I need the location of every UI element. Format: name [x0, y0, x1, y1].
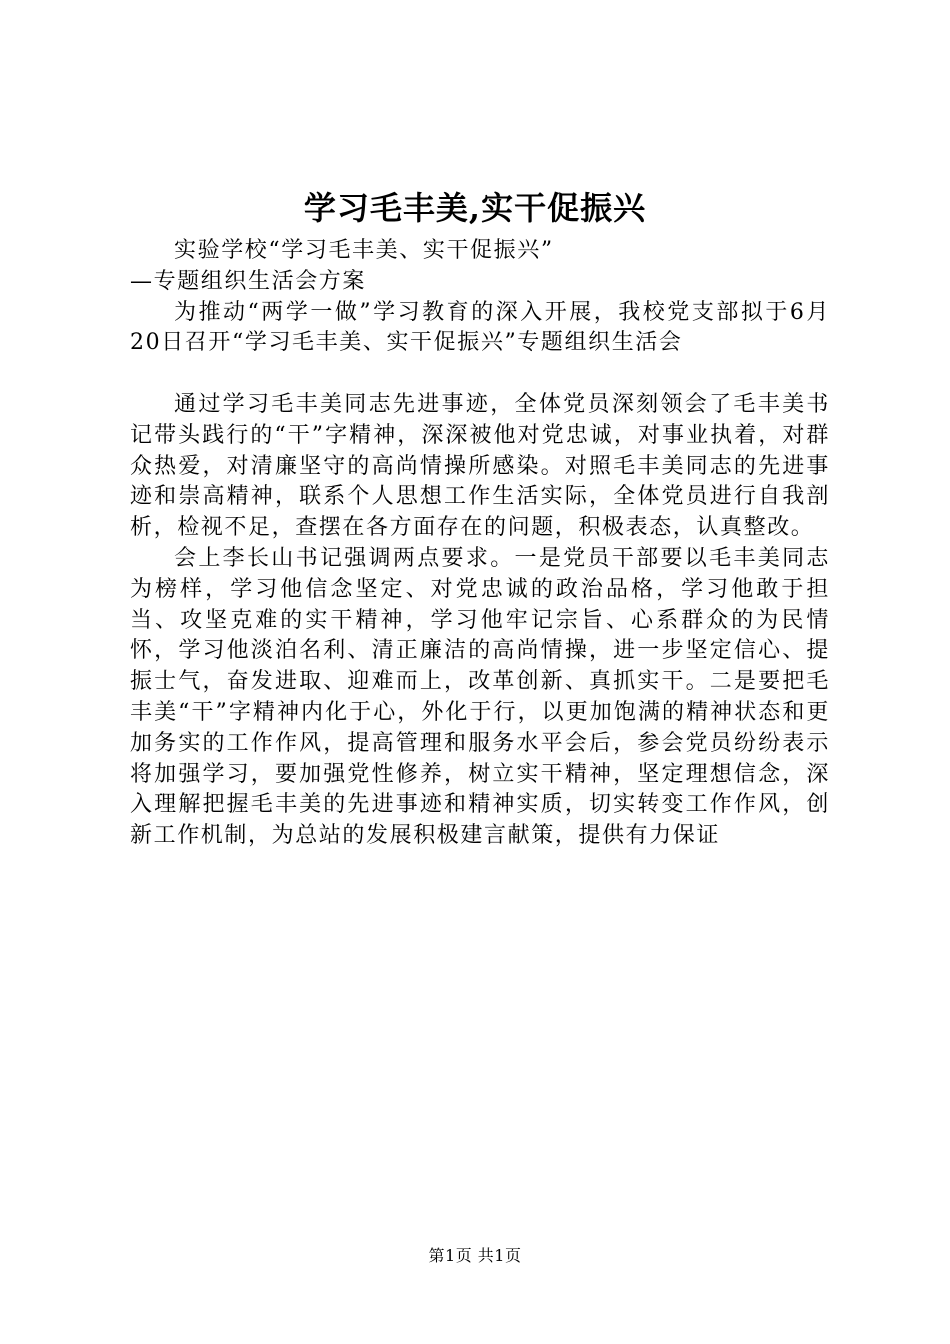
paragraph-requirements: 会上李长山书记强调两点要求。一是党员干部要以毛丰美同志为榜样，学习他信念坚定、对党忠诚的政治品格，学习他敢于担当、攻坚克难的实干精神，学习他牢记宗旨、心系群众的为民情怀，学习他淡泊名利、清正廉洁的高尚情操，进一步坚定信心、提振士气，奋发进取、迎难而上，改革创新、真抓实干。二是要把毛丰美“干”字精神内化于心，外化于行，以更加饱满的精神状态和更加务实的工作作风，提高管理和服务水平会后，参会党员纷纷表示将加强学习，要加强党性修养，树立实干精神，坚定理想信念，深入理解把握毛丰美的先进事迹和精神实质，切实转变工作作风，创新工作机制，为总站的发展积极建言献策，提供有力保证	[130, 545, 830, 849]
subtitle-line-1: 实验学校“学习毛丰美、实干促振兴”	[174, 238, 554, 263]
document-body	[130, 236, 830, 852]
blank-line	[130, 359, 830, 390]
paragraph-study: 通过学习毛丰美同志先进事迹，全体党员深刻领会了毛丰美书记带头践行的“干”字精神，深深被他对党忠诚，对事业执着，对群众热爱，对清廉坚守的高尚情操所感染。对照毛丰美同志的先进事迹和崇高精神，联系个人思想工作生活实际，全体党员进行自我剖析，检视不足，查摆在各方面存在的问题，积极表态，认真整改。	[130, 391, 830, 541]
paragraph-intro: 为推动“两学一做”学习教育的深入开展，我校党支部拟于6月20日召开“学习毛丰美、实干促振兴”专题组织生活会	[130, 299, 830, 356]
subtitle-line-2: —专题组织生活会方案	[130, 268, 367, 294]
document-title: 学习毛丰美,实干促振兴	[303, 189, 647, 227]
page-footer: 第1页 共1页	[428, 1246, 522, 1265]
